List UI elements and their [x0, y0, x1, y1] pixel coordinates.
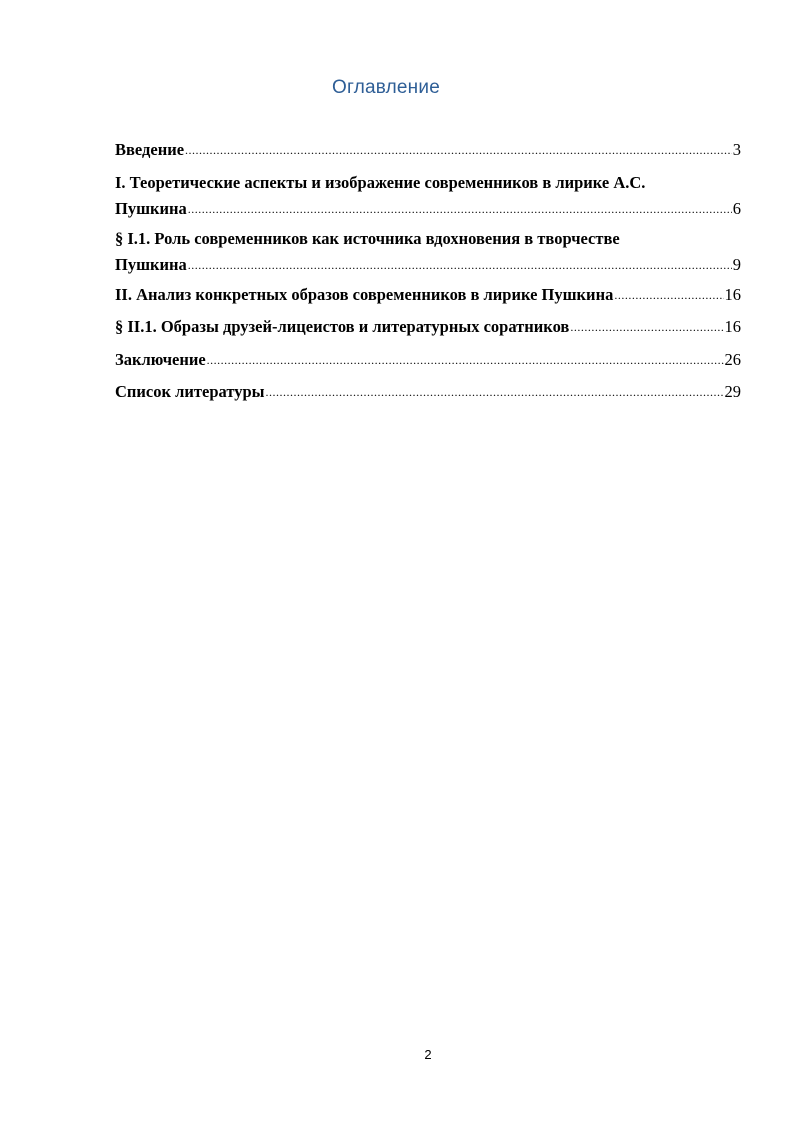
toc-entry-conclusion[interactable] — [115, 347, 741, 374]
toc-entry-text-line1: § I.1. Роль современников как источника вдохновения в творчестве — [115, 228, 620, 248]
toc-entry-text: § II.1. Образы друзей-лицеистов и литературных соратников — [115, 317, 570, 336]
toc-entry-page: 29 — [724, 382, 741, 401]
toc-entry-introduction[interactable] — [115, 137, 741, 164]
dot-leader — [188, 196, 732, 222]
toc-entry-text: Введение — [115, 140, 185, 159]
dot-leader — [188, 252, 732, 278]
toc-entry-text-line2: Пушкина — [115, 198, 187, 218]
dot-leader — [185, 137, 732, 163]
toc-entry-chapter-2[interactable] — [115, 282, 741, 309]
table-of-contents — [115, 137, 741, 412]
toc-entry-page: 3 — [732, 140, 741, 159]
dot-leader — [207, 347, 724, 373]
dot-leader — [614, 282, 723, 308]
toc-entry-page: 16 — [724, 317, 741, 336]
toc-entry-section-1-1[interactable] — [115, 226, 741, 279]
toc-entry-chapter-1[interactable] — [115, 170, 741, 223]
toc-title: Оглавление — [332, 77, 440, 98]
toc-entry-bibliography[interactable] — [115, 379, 741, 406]
toc-entry-page: 6 — [732, 198, 741, 218]
toc-entry-text: Список литературы — [115, 382, 265, 401]
toc-entry-page: 26 — [724, 349, 741, 369]
page-number: 2 — [424, 1047, 432, 1062]
toc-entry-text-line2: Пушкина — [115, 254, 187, 274]
toc-entry-page: 16 — [724, 284, 741, 304]
toc-entry-text: II. Анализ конкретных образов современников в лирике Пушкина — [115, 284, 614, 304]
toc-entry-text-line1: I. Теоретические аспекты и изображение современников в лирике А.С. — [115, 172, 646, 192]
toc-entry-section-2-1[interactable] — [115, 314, 741, 341]
toc-entry-page: 9 — [732, 254, 741, 274]
dot-leader — [266, 379, 724, 405]
dot-leader — [570, 314, 723, 340]
toc-entry-text: Заключение — [115, 349, 206, 369]
